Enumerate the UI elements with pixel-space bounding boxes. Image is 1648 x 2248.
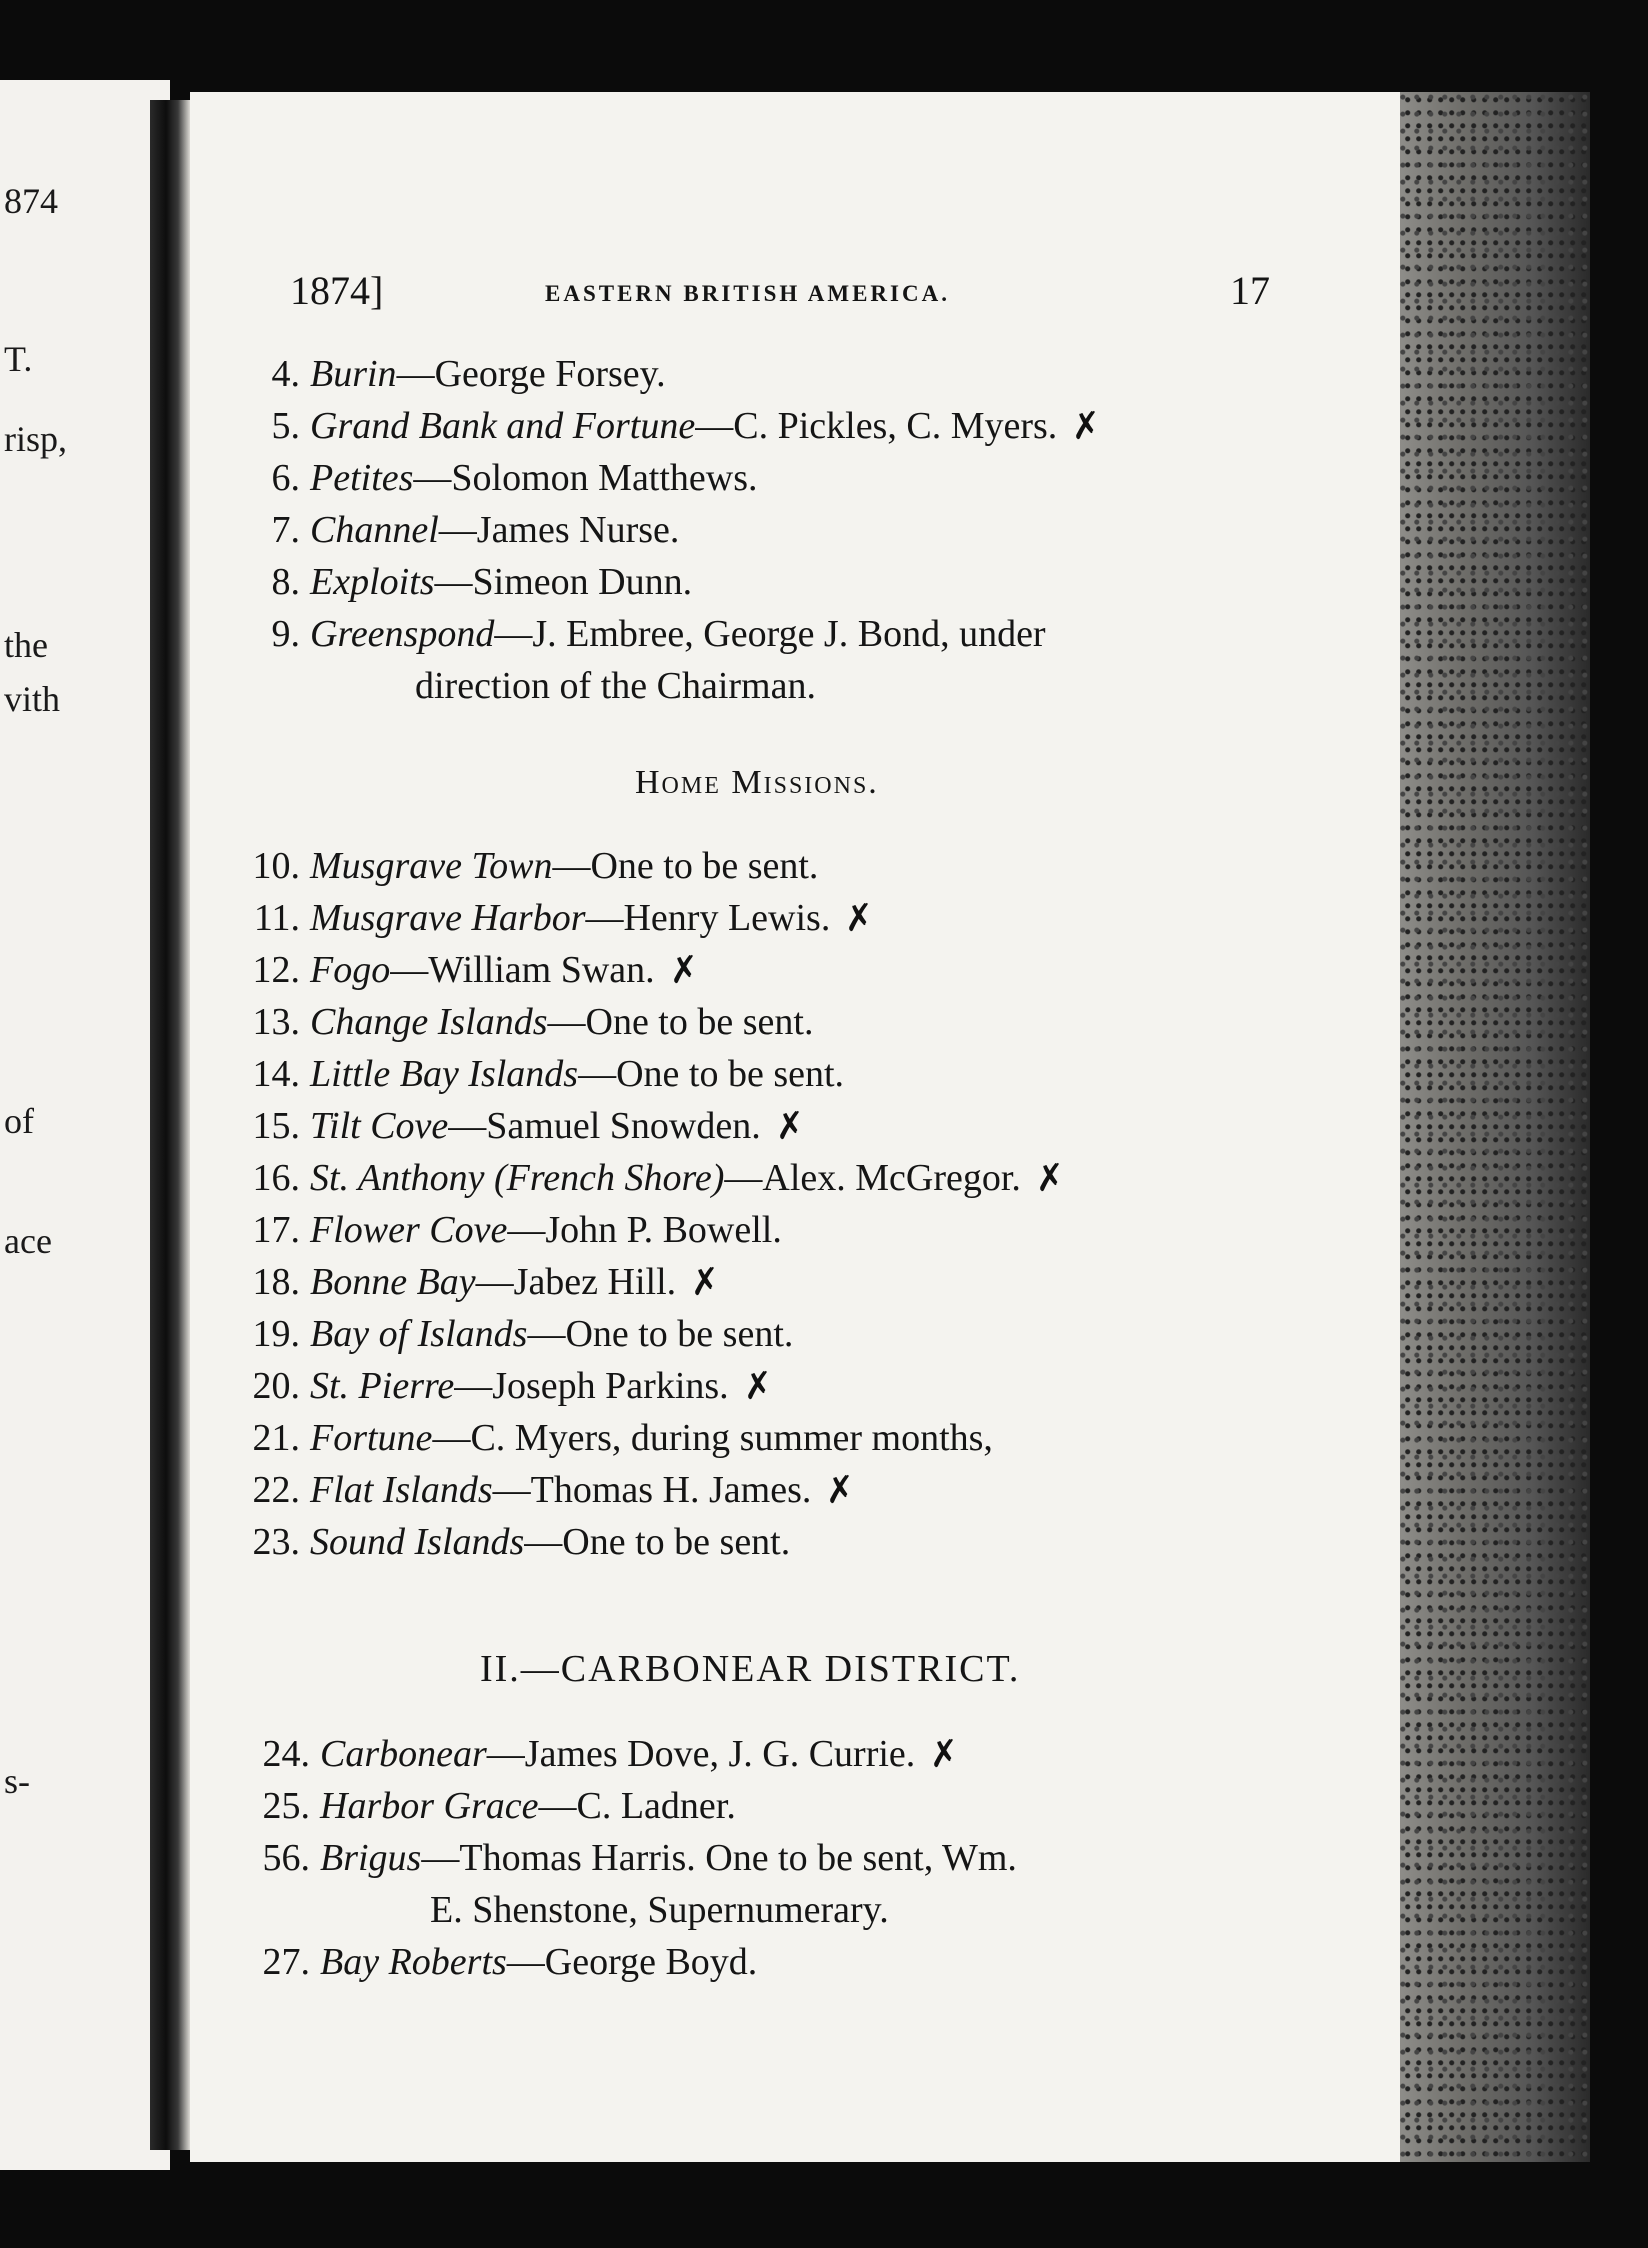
page-number: 17 [1230,268,1270,313]
list-item: 18. Bonne Bay—Jabez Hill. ✗ [252,1260,723,1305]
section-heading-home-missions: Home Missions. [635,764,879,801]
list-item: 10. Musgrave Town—One to be sent. [252,845,819,887]
list-item: 21. Fortune—C. Myers, during summer months, [252,1417,993,1459]
left-text-fragment: T. [4,339,33,379]
list-item: 56. Brigus—Thomas Harris. One to be sent, Wm. [262,1837,1017,1879]
list-item: 11. Musgrave Harbor—Henry Lewis. ✗ [253,896,877,941]
left-page-fragment [0,80,170,2170]
book-gutter [150,100,190,2150]
cross-mark-icon: ✗ [823,1468,858,1513]
left-text-fragment: risp, [4,419,67,459]
list-item: 4. Burin—George Forsey. [271,353,666,395]
list-item: 9. Greenspond—J. Embree, George J. Bond, under [271,613,1046,655]
cross-mark-icon: ✗ [1069,404,1104,449]
left-text-fragment: ace [4,1221,52,1261]
list-item: 24. Carbonear—James Dove, J. G. Currie. ✗ [262,1732,962,1777]
cross-mark-icon: ✗ [772,1104,807,1149]
list-item: 12. Fogo—William Swan. ✗ [252,948,701,993]
list-item: 23. Sound Islands—One to be sent. [252,1521,791,1563]
left-text-fragment: the [4,625,48,665]
list-item: 5. Grand Bank and Fortune—C. Pickles, C. Myers. ✗ [271,404,1104,449]
cross-mark-icon: ✗ [842,896,877,941]
header-year: 1874] [290,268,384,313]
running-title: EASTERN BRITISH AMERICA. [545,281,950,306]
cross-mark-icon: ✗ [927,1732,962,1777]
list-item: 13. Change Islands—One to be sent. [252,1001,814,1043]
cross-mark-icon: ✗ [740,1364,775,1409]
list-item-continuation: E. Shenstone, Supernumerary. [430,1889,889,1931]
list-item: 22. Flat Islands—Thomas H. James. ✗ [252,1468,858,1513]
page-edge [1400,92,1590,2162]
list-item: 7. Channel—James Nurse. [271,509,680,551]
list-item: 6. Petites—Solomon Matthews. [271,457,758,499]
list-item: 16. St. Anthony (French Shore)—Alex. McGregor. ✗ [252,1156,1068,1201]
left-text-fragment: of [4,1101,34,1141]
left-text-fragment: vith [4,679,61,719]
cross-mark-icon: ✗ [688,1260,723,1305]
list-item: 17. Flower Cove—John P. Bowell. [252,1209,782,1251]
book-page [190,92,1400,2162]
list-item: 15. Tilt Cove—Samuel Snowden. ✗ [252,1104,807,1149]
list-item: 19. Bay of Islands—One to be sent. [252,1313,794,1355]
running-header [190,267,1400,327]
list-item-continuation: direction of the Chairman. [415,665,816,707]
list-item: 27. Bay Roberts—George Boyd. [262,1941,758,1983]
cross-mark-icon: ✗ [666,948,701,993]
list-item: 20. St. Pierre—Joseph Parkins. ✗ [252,1364,775,1409]
list-item: 14. Little Bay Islands—One to be sent. [252,1053,845,1095]
section-heading-district: II.—CARBONEAR DISTRICT. [480,1648,1021,1690]
list-item: 25. Harbor Grace—C. Ladner. [262,1785,736,1827]
list-item: 8. Exploits—Simeon Dunn. [271,561,693,603]
cross-mark-icon: ✗ [1032,1156,1068,1201]
left-text-fragment: 874 [4,181,58,221]
left-text-fragment: s- [4,1761,30,1801]
